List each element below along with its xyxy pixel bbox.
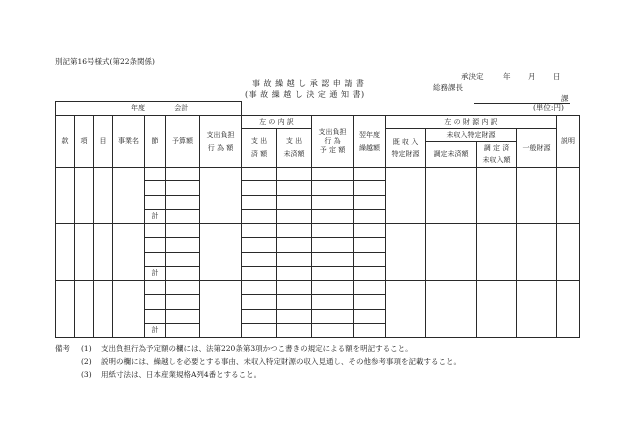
col-carryover-line2: 繰越額 [359, 143, 380, 152]
cell-carryover[interactable] [354, 181, 386, 196]
cell-general-3[interactable] [517, 281, 557, 338]
note-1-number: (1) [81, 344, 92, 353]
col-planned-line2: 行 為 [324, 137, 341, 146]
notes-label: 備考 [55, 344, 70, 353]
cell-determined-1[interactable] [477, 168, 517, 224]
cell-kou-2[interactable] [75, 224, 94, 281]
cell-moku-2[interactable] [94, 224, 113, 281]
col-project: 事業名 [113, 116, 145, 168]
cell-carryover[interactable] [354, 224, 386, 238]
cell-carryover[interactable] [354, 281, 386, 295]
cell-carryover[interactable] [354, 238, 386, 253]
col-expenditure-act-line1: 支出負担 [206, 130, 235, 139]
cell-unpaid[interactable] [277, 324, 312, 338]
cell-budget[interactable] [166, 295, 200, 310]
note-3-text: 用紙寸法は、日本産業規格A列4番とすること。 [101, 370, 262, 379]
cell-planned[interactable] [312, 253, 354, 267]
cell-setsu[interactable] [145, 196, 166, 210]
cell-setsu[interactable] [145, 281, 166, 295]
approval-month: 月 [528, 72, 536, 81]
cell-kan-2[interactable] [56, 224, 75, 281]
fiscal-year-cell [56, 102, 242, 116]
cell-paid[interactable] [242, 310, 277, 324]
document-subtitle: (事 故 繰 越 し 決 定 通 知 書) [245, 90, 365, 99]
cell-setsu[interactable] [145, 238, 166, 253]
cell-carryover[interactable] [354, 295, 386, 310]
col-determined-line2: 未収入額 [482, 156, 511, 164]
approval-label: 承決定 [461, 72, 484, 81]
col-paid-line1: 支 出 [250, 137, 268, 146]
col-moku: 目 [94, 116, 113, 168]
total-label: 計 [145, 267, 166, 281]
cell-planned[interactable] [312, 295, 354, 310]
section-suffix: 課 [561, 94, 569, 103]
cell-paid[interactable] [242, 324, 277, 338]
cell-planned[interactable] [312, 181, 354, 196]
cell-project-2[interactable] [113, 224, 145, 281]
cell-planned[interactable] [312, 168, 354, 181]
col-budget: 予算額 [166, 116, 200, 168]
approval-day: 日 [553, 72, 561, 81]
col-planned-line1: 支出負担 [318, 128, 347, 137]
col-expenditure-act [200, 116, 242, 168]
col-kou: 項 [75, 116, 94, 168]
col-unpaid-line2: 未済額 [283, 150, 305, 158]
cell-budget[interactable] [166, 324, 200, 338]
cell-moku-3[interactable] [94, 281, 113, 338]
col-uncollected: 未収入特定財源 [426, 129, 517, 142]
total-label: 計 [145, 324, 166, 338]
cell-carryover[interactable] [354, 310, 386, 324]
cell-budget[interactable] [166, 281, 200, 295]
col-breakdown: 左 の 内 訳 [242, 116, 312, 129]
cell-unpaid[interactable] [277, 224, 312, 238]
col-paid-line2: 済 額 [250, 150, 268, 158]
cell-planned[interactable] [312, 324, 354, 338]
cell-setsu[interactable] [145, 295, 166, 310]
cell-carryover[interactable] [354, 168, 386, 181]
cell-carryover[interactable] [354, 196, 386, 210]
carryover-form-table [55, 101, 580, 338]
cell-undetermined-3[interactable] [426, 281, 477, 338]
cell-setsu[interactable] [145, 181, 166, 196]
cell-unpaid[interactable] [277, 181, 312, 196]
cell-undetermined-2[interactable] [426, 224, 477, 281]
cell-budget[interactable] [166, 310, 200, 324]
cell-setsu[interactable] [145, 253, 166, 267]
cell-unpaid[interactable] [277, 267, 312, 281]
form-reference: 別記第16号様式(第22条関係) [55, 57, 155, 66]
cell-planned[interactable] [312, 310, 354, 324]
cell-budget[interactable] [166, 168, 200, 181]
col-received-line2: 特定財源 [391, 149, 420, 158]
cell-unpaid[interactable] [277, 168, 312, 181]
col-planned-line3: 予 定 額 [319, 145, 346, 154]
cell-general-1[interactable] [517, 168, 557, 224]
cell-planned[interactable] [312, 210, 354, 224]
cell-planned[interactable] [312, 238, 354, 253]
col-received [386, 129, 426, 168]
cell-budget[interactable] [166, 253, 200, 267]
cell-received-3[interactable] [386, 281, 426, 338]
cell-planned[interactable] [312, 267, 354, 281]
cell-paid[interactable] [242, 295, 277, 310]
col-expenditure-act-line2: 行 為 額 [207, 143, 234, 152]
col-carryover-line1: 翌年度 [359, 130, 380, 139]
cell-unpaid[interactable] [277, 196, 312, 210]
cell-received-2[interactable] [386, 224, 426, 281]
cell-unpaid[interactable] [277, 210, 312, 224]
col-unpaid [277, 129, 312, 168]
note-1-text: 支出負担行為予定額の欄には、法第220条第3項かつこ書きの規定による額を明記すること。 [101, 344, 413, 353]
cell-setsu[interactable] [145, 168, 166, 181]
cell-budget[interactable] [166, 181, 200, 196]
cell-paid[interactable] [242, 224, 277, 238]
account-label: 会計 [174, 104, 189, 113]
cell-kou-1[interactable] [75, 168, 94, 224]
col-determined [477, 142, 517, 168]
col-general: 一般財源 [517, 129, 557, 168]
col-unpaid-line1: 支 出 [285, 137, 303, 146]
col-setsu: 節 [145, 116, 166, 168]
cell-expenditure-act-2[interactable] [200, 224, 242, 281]
cell-budget[interactable] [166, 210, 200, 224]
col-remarks: 説明 [557, 116, 580, 168]
note-2-text: 説明の欄には、繰越しを必要とする事由、未収入特定財源の収入見通し、その他参考事項を記載すること。 [101, 357, 461, 366]
cell-paid[interactable] [242, 267, 277, 281]
cell-remarks-3[interactable] [557, 281, 580, 338]
cell-determined-3[interactable] [477, 281, 517, 338]
fiscal-year-label: 年度 [131, 104, 145, 113]
cell-undetermined-1[interactable] [426, 168, 477, 224]
cell-setsu[interactable] [145, 224, 166, 238]
cell-carryover[interactable] [354, 210, 386, 224]
cell-paid[interactable] [242, 238, 277, 253]
cell-paid[interactable] [242, 181, 277, 196]
cell-budget[interactable] [166, 238, 200, 253]
director-label: 総務課長 [433, 83, 463, 92]
cell-budget[interactable] [166, 267, 200, 281]
cell-expenditure-act-3[interactable] [200, 281, 242, 338]
cell-project-1[interactable] [113, 168, 145, 224]
cell-paid[interactable] [242, 253, 277, 267]
cell-paid[interactable] [242, 281, 277, 295]
unit-label: (単位:円) [533, 103, 564, 112]
col-carryover [354, 116, 386, 168]
cell-remarks-1[interactable] [557, 168, 580, 224]
cell-planned[interactable] [312, 224, 354, 238]
document-title: 事 故 繰 越 し 承 認 申 請 書 [252, 79, 365, 88]
cell-carryover[interactable] [354, 267, 386, 281]
cell-unpaid[interactable] [277, 253, 312, 267]
cell-setsu[interactable] [145, 310, 166, 324]
note-3-number: (3) [81, 370, 92, 379]
cell-general-2[interactable] [517, 224, 557, 281]
cell-paid[interactable] [242, 168, 277, 181]
col-undetermined: 調定未済額 [426, 142, 477, 168]
col-source-breakdown: 左 の 財 源 内 訳 [386, 116, 557, 129]
total-label: 計 [145, 210, 166, 224]
col-received-line1: 既 収 入 [392, 137, 419, 146]
cell-planned[interactable] [312, 196, 354, 210]
cell-kou-3[interactable] [75, 281, 94, 338]
cell-unpaid[interactable] [277, 295, 312, 310]
cell-carryover[interactable] [354, 324, 386, 338]
col-planned [312, 116, 354, 168]
col-paid [242, 129, 277, 168]
cell-carryover[interactable] [354, 253, 386, 267]
cell-unpaid[interactable] [277, 281, 312, 295]
cell-planned[interactable] [312, 281, 354, 295]
cell-budget[interactable] [166, 196, 200, 210]
cell-unpaid[interactable] [277, 310, 312, 324]
cell-paid[interactable] [242, 210, 277, 224]
cell-kan-3[interactable] [56, 281, 75, 338]
approval-year: 年 [503, 72, 511, 81]
cell-kan-1[interactable] [56, 168, 75, 224]
header-spacer [242, 102, 580, 116]
col-kan: 款 [56, 116, 75, 168]
col-determined-line1: 調 定 済 [483, 144, 510, 153]
cell-received-1[interactable] [386, 168, 426, 224]
cell-unpaid[interactable] [277, 238, 312, 253]
cell-expenditure-act-1[interactable] [200, 168, 242, 224]
note-2-number: (2) [81, 357, 92, 366]
cell-budget[interactable] [166, 224, 200, 238]
cell-paid[interactable] [242, 196, 277, 210]
cell-determined-2[interactable] [477, 224, 517, 281]
cell-remarks-2[interactable] [557, 224, 580, 281]
cell-moku-1[interactable] [94, 168, 113, 224]
cell-project-3[interactable] [113, 281, 145, 338]
